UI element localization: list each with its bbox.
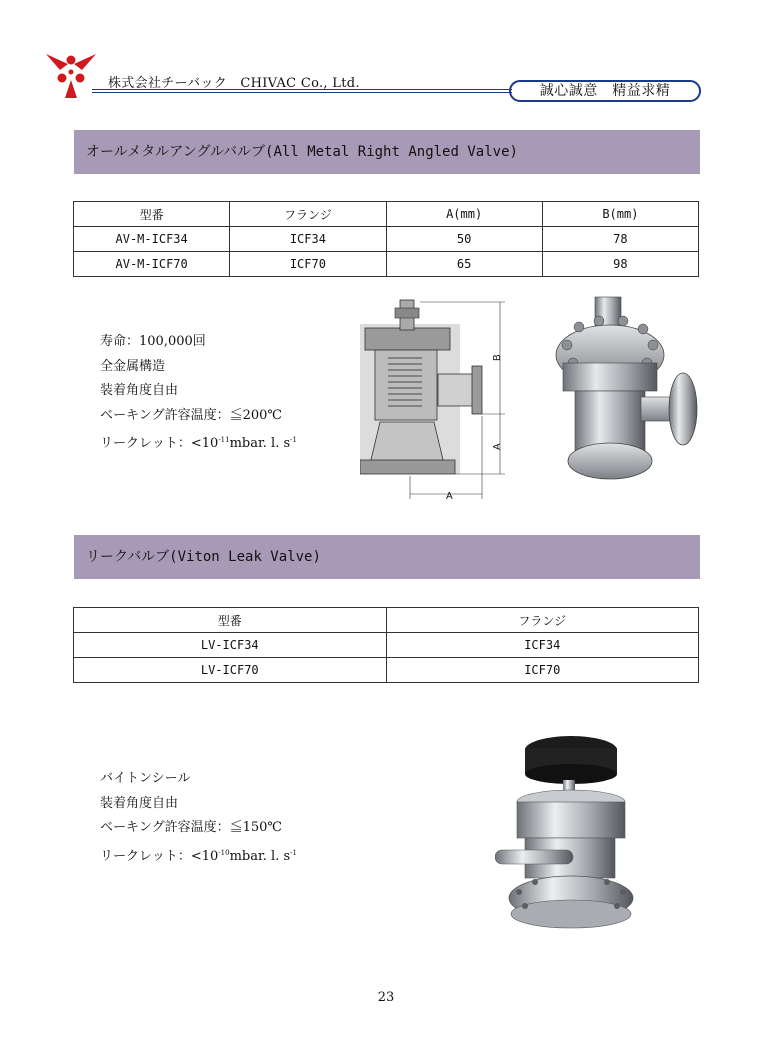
angle-valve-features [100, 330, 297, 457]
page-number: 23 [377, 990, 395, 1005]
section-title-leak-valve: リークバルブ(Viton Leak Valve) [74, 535, 700, 579]
feature-seal: バイトンシール [100, 771, 191, 786]
leak-exponent: -11 [218, 436, 230, 444]
feature-leak-rate [100, 428, 297, 457]
column-header: 型番 [74, 608, 387, 633]
feature-baking: ベーキング許容温度：≦200℃ [100, 407, 282, 423]
dimension-b-side-label: B [492, 354, 503, 361]
dimension-a-side-label: A [492, 443, 503, 450]
table-cell: 78 [542, 227, 698, 252]
leak-exponent: -10 [218, 848, 230, 857]
angle-valve-cross-section-drawing [360, 294, 520, 504]
table-row [74, 633, 699, 658]
leak-unit-exponent: -1 [290, 848, 297, 857]
feature-mounting: 装着角度自由 [100, 795, 179, 811]
table-cell: 65 [386, 252, 542, 277]
table-cell: AV-M-ICF70 [74, 252, 230, 277]
dimension-a-bottom-label: A [446, 491, 453, 502]
leak-valve-spec-table [73, 607, 699, 683]
leak-prefix: リークレット：<10 [100, 436, 219, 451]
feature-mounting: 装着角度自由 [100, 383, 179, 398]
table-cell: 98 [542, 252, 698, 277]
table-cell: ICF70 [386, 658, 699, 683]
leak-unit: mbar. l. s [229, 436, 291, 451]
column-header: A(mm) [386, 202, 542, 227]
leak-valve-features [100, 767, 297, 869]
leak-valve-photo [495, 732, 643, 932]
table-cell: LV-ICF70 [74, 658, 387, 683]
feature-leak-rate [100, 841, 297, 870]
leak-prefix: リークレット：<10 [100, 848, 219, 864]
leak-unit: mbar. l. s [229, 848, 291, 864]
table-cell: AV-M-ICF34 [74, 227, 230, 252]
table-row [74, 658, 699, 683]
table-header-row [74, 608, 699, 633]
table-header-row [74, 202, 699, 227]
angle-valve-photo [553, 293, 701, 489]
section-title-angle-valve: オールメタルアングルバルブ(All Metal Right Angled Valve) [74, 130, 700, 174]
table-cell: ICF70 [230, 252, 386, 277]
column-header: B(mm) [542, 202, 698, 227]
leak-unit-exponent: -1 [290, 436, 297, 444]
angle-valve-spec-table [73, 201, 699, 277]
column-header: 型番 [74, 202, 230, 227]
column-header: フランジ [230, 202, 386, 227]
feature-life: 寿命：100,000回 [100, 334, 206, 349]
motto-badge: 誠心誠意 精益求精 [509, 80, 701, 102]
column-header: フランジ [386, 608, 699, 633]
table-cell: 50 [386, 227, 542, 252]
header-rule [92, 89, 512, 90]
company-name: 株式会社チーバック CHIVAC Co., Ltd. [108, 76, 360, 91]
table-row [74, 252, 699, 277]
table-cell: ICF34 [230, 227, 386, 252]
header-rule [92, 92, 512, 93]
table-cell: LV-ICF34 [74, 633, 387, 658]
table-row [74, 227, 699, 252]
chivac-logo [44, 50, 98, 100]
feature-structure: 全金属構造 [100, 358, 166, 374]
feature-baking: ベーキング許容温度：≦150℃ [100, 820, 282, 835]
table-cell: ICF34 [386, 633, 699, 658]
